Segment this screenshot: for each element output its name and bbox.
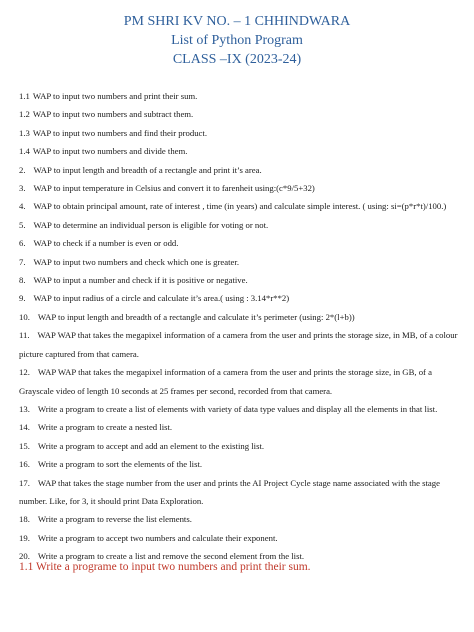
- item-text: WAP to determine an individual person is eligible for voting or not.: [33, 219, 269, 230]
- item-text: WAP WAP that takes the megapixel information of a camera from the user and prints the storage size, in GB, of a Grayscale video of length 10 seconds at 25 frames per second, recorded from that camera.: [19, 367, 432, 396]
- list-item: [19, 216, 464, 234]
- school-name: PM SHRI KV NO. – 1 CHHINDWARA: [123, 14, 351, 29]
- list-item: [19, 271, 464, 289]
- list-item: [19, 142, 464, 160]
- item-number: 9.: [19, 293, 26, 304]
- list-item: [19, 437, 464, 455]
- list-item: [19, 87, 464, 105]
- item-number: 8.: [19, 275, 26, 286]
- item-text: Write a program to accept and add an element to the existing list.: [37, 440, 265, 451]
- item-number: 1.1: [19, 91, 30, 101]
- item-text: WAP to input two numbers and subtract them.: [32, 109, 194, 120]
- item-text: WAP to input a number and check if it is positive or negative.: [33, 275, 248, 286]
- item-number: 16.: [19, 459, 30, 470]
- item-text: WAP to check if a number is even or odd.: [33, 238, 179, 249]
- item-number: 1.2: [19, 109, 30, 120]
- list-item: [19, 234, 464, 252]
- item-number: 14.: [19, 422, 30, 433]
- item-text: Write a program to create a nested list.: [37, 422, 173, 433]
- list-item: [19, 179, 464, 197]
- item-number: 4.: [19, 201, 26, 212]
- item-text: WAP to obtain principal amount, rate of interest , time (in years) and calculate simple interest. ( using: si=(p*r*t)/100.): [33, 201, 447, 212]
- list-item: [19, 105, 464, 123]
- item-number: 1.4: [19, 146, 30, 157]
- list-item: [19, 197, 464, 215]
- list-item: [19, 124, 464, 142]
- item-text: WAP WAP that takes the megapixel information of a camera from the user and prints the storage size, in MB, of a colour picture captured from that camera.: [19, 330, 458, 359]
- item-text: WAP to input temperature in Celsius and convert it to farenheit using:(c*9/5+32): [33, 183, 315, 194]
- list-item: [19, 326, 464, 363]
- highlighted-program: 1.1 Write a programe to input two numbers and print their sum.: [19, 561, 311, 573]
- item-number: 10.: [19, 311, 30, 322]
- item-text: Write a program to accept two numbers and calculate their exponent.: [37, 532, 278, 543]
- item-number: 6.: [19, 238, 26, 249]
- item-number: 2.: [19, 164, 26, 175]
- list-item: [19, 529, 464, 547]
- list-item: [19, 161, 464, 179]
- list-item: [19, 363, 464, 400]
- item-text: WAP to input two numbers and print their sum.: [32, 91, 198, 101]
- item-text: WAP to input two numbers and check which one is greater.: [33, 256, 239, 267]
- list-item: [19, 253, 464, 271]
- item-number: 3.: [19, 183, 26, 194]
- item-number: 11.: [19, 330, 30, 341]
- item-text: WAP to input two numbers and find their product.: [32, 127, 207, 138]
- item-number: 20.: [19, 551, 30, 562]
- list-item: [19, 510, 464, 528]
- item-text: Write a program to create a list of elements with variety of data type values and display all the elements in that list.: [37, 403, 438, 414]
- list-item: [19, 289, 464, 307]
- item-number: 15.: [19, 440, 30, 451]
- item-number: 7.: [19, 256, 26, 267]
- program-list: [19, 87, 464, 566]
- item-number: 13.: [19, 403, 30, 414]
- list-item: [19, 474, 464, 511]
- document-header: [0, 12, 474, 69]
- item-text: Write a program to reverse the list elements.: [37, 514, 192, 525]
- item-number: 17.: [19, 477, 30, 488]
- item-number: 18.: [19, 514, 30, 525]
- item-text: WAP to input length and breadth of a rectangle and print it’s area.: [33, 164, 262, 175]
- list-item: [19, 308, 464, 326]
- item-number: 12.: [19, 367, 30, 378]
- list-item: [19, 400, 464, 418]
- item-text: WAP to input length and breadth of a rectangle and calculate it’s perimeter (using: 2*(l+b)): [37, 311, 355, 322]
- item-number: 5.: [19, 219, 26, 230]
- item-text: WAP to input radius of a circle and calculate it’s area.( using : 3.14*r**2): [33, 293, 290, 304]
- item-text: WAP that takes the stage number from the user and prints the AI Project Cycle stage name associated with the stage number. Like, for 3, it should print Data Exploration.: [19, 477, 440, 506]
- item-text: Write a program to sort the elements of the list.: [37, 459, 203, 470]
- item-number: 19.: [19, 532, 30, 543]
- list-item: [19, 455, 464, 473]
- document-title: List of Python Program: [171, 33, 303, 48]
- item-text: Write a program to create a list and remove the second element from the list.: [37, 551, 305, 562]
- item-number: 1.3: [19, 127, 30, 138]
- list-item: [19, 418, 464, 436]
- class-session: CLASS –IX (2023-24): [172, 52, 302, 67]
- item-text: WAP to input two numbers and divide them.: [32, 146, 188, 157]
